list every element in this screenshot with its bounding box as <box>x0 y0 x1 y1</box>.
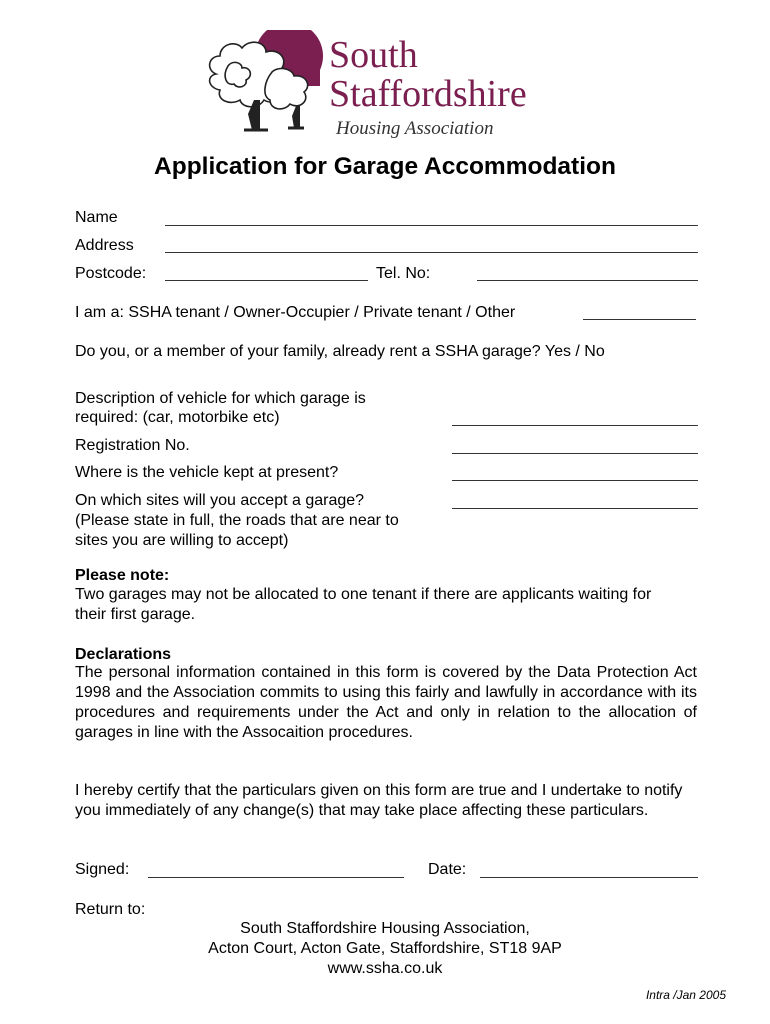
tel-field-line[interactable] <box>477 280 698 281</box>
footer-version: Intra /Jan 2005 <box>645 988 726 1002</box>
tenancy-question: I am a: SSHA tenant / Owner-Occupier / Private tenant / Other <box>75 304 516 321</box>
address-field-line[interactable] <box>165 252 698 253</box>
logo-line-south: South <box>329 34 418 76</box>
sites-line[interactable] <box>452 508 698 509</box>
vehicle-kept-line[interactable] <box>452 480 698 481</box>
date-label: Date: <box>428 861 467 878</box>
vehicle-description-label-2: required: (car, motorbike etc) <box>75 409 280 426</box>
tenancy-other-line[interactable] <box>583 319 696 320</box>
postcode-label: Postcode: <box>75 265 147 282</box>
tree-with-sun-icon <box>196 30 336 142</box>
return-address-line-1: South Staffordshire Housing Association, <box>240 920 530 937</box>
vehicle-kept-label: Where is the vehicle kept at present? <box>75 464 339 481</box>
vehicle-description-label-1: Description of vehicle for which garage is <box>75 390 366 407</box>
sites-label-2: (Please state in full, the roads that are near to <box>75 512 399 529</box>
registration-line[interactable] <box>452 453 698 454</box>
website-link[interactable]: www.ssha.co.uk <box>327 960 443 977</box>
return-to-label: Return to: <box>75 901 146 918</box>
name-label: Name <box>75 209 118 226</box>
declarations-heading: Declarations <box>75 646 172 663</box>
return-address-line-2: Acton Court, Acton Gate, Staffordshire, ST18 9AP <box>208 940 562 957</box>
vehicle-description-line[interactable] <box>452 425 698 426</box>
address-label: Address <box>75 237 134 254</box>
note-text: Two garages may not be allocated to one tenant if there are applicants waiting for their first garage. <box>75 586 652 623</box>
logo <box>196 30 566 142</box>
logo-line-staffordshire: Staffordshire <box>329 73 527 115</box>
declarations-text: The personal information contained in this form is covered by the Data Protection Act 1998 and the Association commits to using this fairly and lawfully in accordance with its procedures and requirements under the Act and only in relation to the allocation of garages in line with the Assocaition procedures. <box>75 664 697 741</box>
registration-label: Registration No. <box>75 437 190 454</box>
signed-label: Signed: <box>75 861 130 878</box>
rent-garage-question: Do you, or a member of your family, already rent a SSHA garage? Yes / No <box>75 343 605 360</box>
logo-line-housing-association: Housing Association <box>336 118 494 139</box>
postcode-field-line[interactable] <box>165 280 368 281</box>
certify-text: I hereby certify that the particulars given on this form are true and I undertake to notify you immediately of any change(s) that may take place affecting these particulars. <box>75 782 683 819</box>
page-title: Application for Garage Accommodation <box>154 153 616 180</box>
note-heading: Please note: <box>75 567 170 584</box>
sites-label-1: On which sites will you accept a garage? <box>75 492 365 509</box>
date-line[interactable] <box>480 877 698 878</box>
name-field-line[interactable] <box>165 225 698 226</box>
sites-label-3: sites you are willing to accept) <box>75 532 289 549</box>
signature-line[interactable] <box>148 877 404 878</box>
tel-label: Tel. No: <box>376 265 431 282</box>
